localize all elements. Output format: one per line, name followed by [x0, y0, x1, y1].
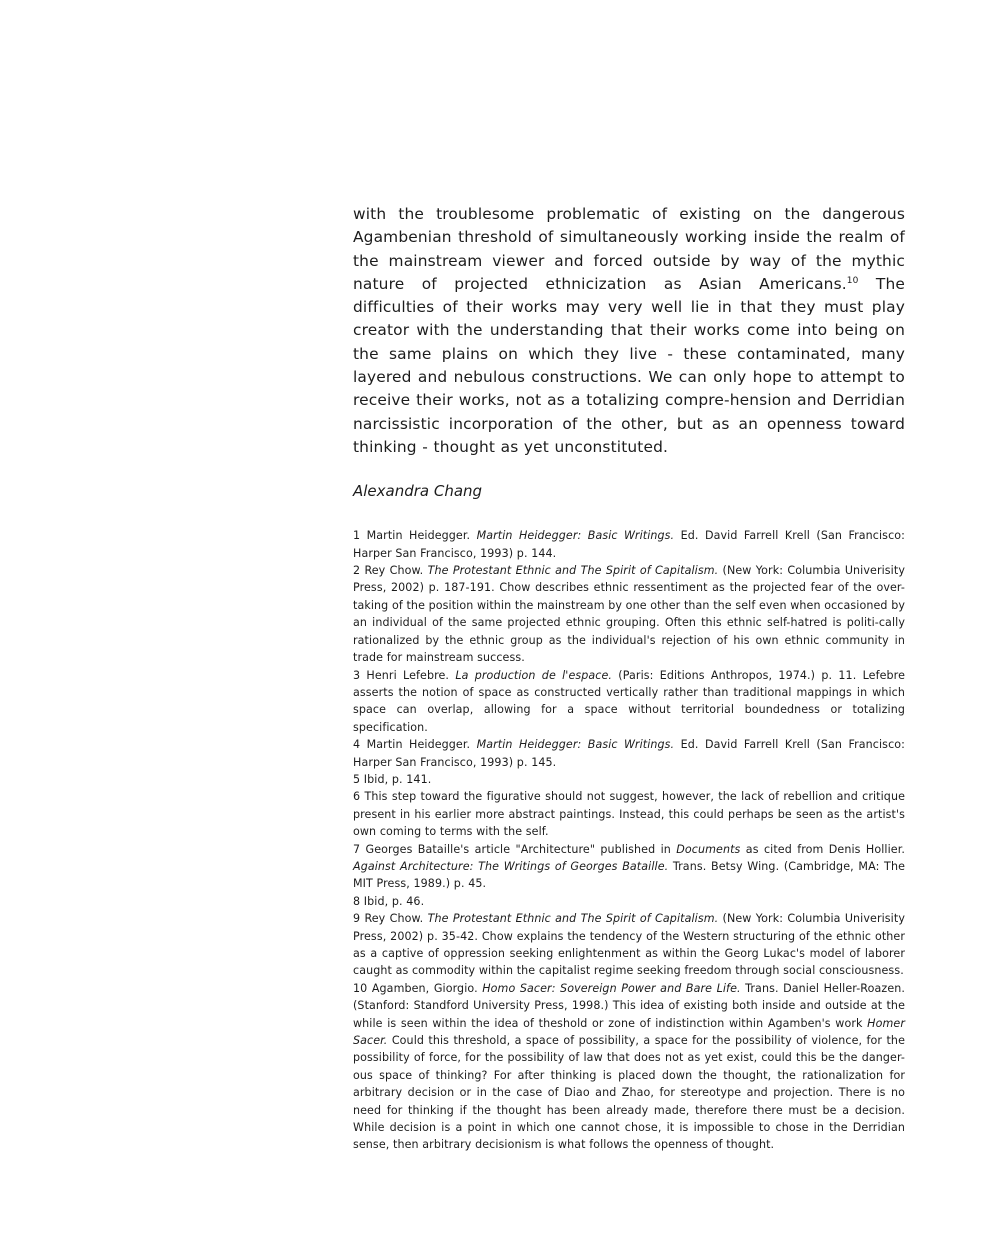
footnote-5: 5 Ibid, p. 141. — [353, 772, 432, 786]
footnote-10: 10 Agamben, Giorgio. Homo Sacer: Sovereign Power and Bare Life. Trans. Daniel Heller-Roazen. (Stanford: Standford University Press, 1998.) This idea of existing both inside and outside at the while is seen within the idea of theshold or zone of indistinction within Agamben's work Homer Sacer. Could this threshold, a space of possibility, a space for the possibility of violence, for the possibility of force, for the possibility of law that does not as yet exist, could this be the danger-ous space of thinking? For after thinking is placed down the thought, the rationalization for arbitrary decision or in the case of Diao and Zhao, for stereotype and projection. There is no need for thinking if the thought has been already made, therefore there must be a decision. While decision is a point in which one cannot chose, it is impossible to chose in the Derridian sense, then arbitrary decisionism is what follows the openness of thought. — [353, 981, 906, 1152]
footnote-7: 7 Georges Bataille's article "Architecture" published in Documents as cited from Denis Hollier. Against Architecture: The Writings of Georges Bataille. Trans. Betsy Wing. (Cambridge, MA: The MIT Press, 1989.) p. 45. — [353, 842, 905, 891]
body-text-part-1: with the troublesome problematic of existing on the dangerous Agambenian threshold of simultaneously working inside the realm of the mainstream viewer and forced outside by way of the mythic nature of projected ethnicization as Asian Americans. — [353, 205, 905, 293]
footnote-ref-10: 10 — [846, 275, 859, 286]
footnote-2: 2 Rey Chow. The Protestant Ethnic and The Spirit of Capitalism. (New York: Columbia Univerisity Press, 2002) p. 187-191. Chow describes ethnic ressentiment as the projected fear of the over-taking of the position within the mainstream by one other than the self even when occasioned by an individual of the same projected ethnic grouping. Often this ethnic self-hatred is politi-cally rationalized by the ethnic group as the individual's rejection of his own ethnic community in trade for mainstream success. — [353, 564, 905, 665]
footnote-1: 1 Martin Heidegger. Martin Heidegger: Basic Writings. Ed. David Farrell Krell (San Francisco: Harper San Francisco, 1993) p. 144. — [353, 529, 905, 560]
page-content — [353, 203, 905, 1154]
body-text-part-2: The difficulties of their works may very well lie in that they must play creator with the understanding that their works come into being on the same plains on which they live - these contaminated, many layered and nebulous constructions. We can only hope to attempt to receive their works, not as a totalizing compre-hension and Derridian narcissistic incorporation of the other, but as an openness toward thinking - thought as yet unconstituted. — [353, 274, 905, 456]
footnote-4: 4 Martin Heidegger. Martin Heidegger: Basic Writings. Ed. David Farrell Krell (San Francisco: Harper San Francisco, 1993) p. 145. — [353, 738, 905, 769]
footnotes — [353, 527, 905, 1154]
footnote-3: 3 Henri Lefebre. La production de l'espace. (Paris: Editions Anthropos, 1974.) p. 11. Lefebre asserts the notion of space as constructed vertically rather than traditional mappings in which space can overlap, allowing for a space without territorial boundedness or totalizing specification. — [353, 668, 905, 734]
footnote-6: 6 This step toward the figurative should not suggest, however, the lack of rebellion and critique present in his earlier more abstract paintings. Instead, this could perhaps be seen as the artist's own coming to terms with the self. — [353, 790, 905, 839]
footnote-8: 8 Ibid, p. 46. — [353, 894, 425, 908]
author-name: Alexandra Chang — [353, 482, 483, 501]
footnote-9: 9 Rey Chow. The Protestant Ethnic and The Spirit of Capitalism. (New York: Columbia Univerisity Press, 2002) p. 35-42. Chow explains the tendency of the Western structuring of the ethnic other as a captive of oppression seeking enlightenment as within the Georg Lukac's model of laborer caught as commodity within the capitalist regime seeking freedom through social consciousness. — [353, 912, 905, 978]
body-paragraph — [353, 203, 905, 459]
